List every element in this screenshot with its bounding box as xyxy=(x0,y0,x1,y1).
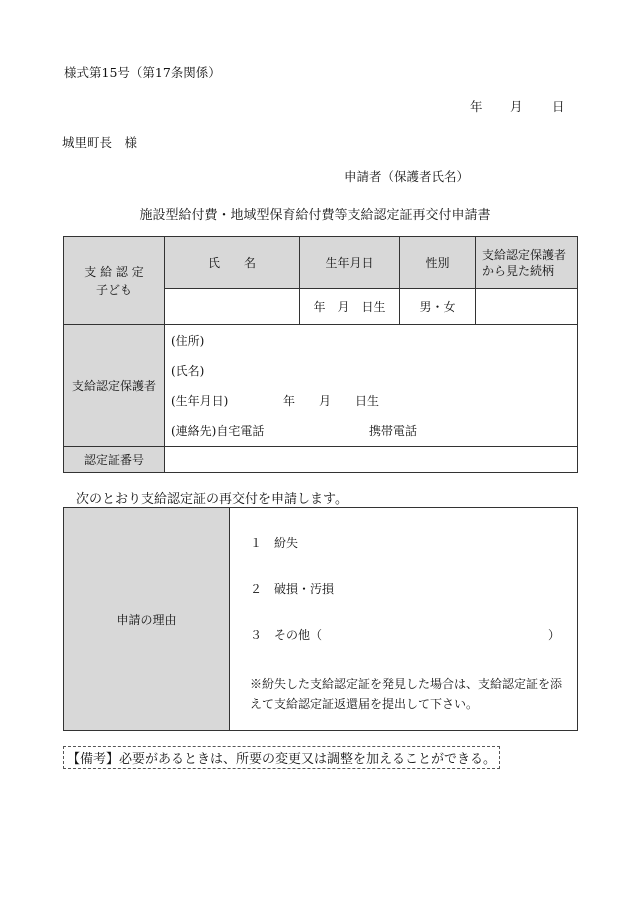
guardian-birth-month: 月 xyxy=(319,394,332,408)
contact-mobile-label: 携帯電話 xyxy=(369,424,418,438)
guardian-name-line[interactable]: (氏名) xyxy=(171,364,205,378)
child-birth-field[interactable]: 年 月 日生 xyxy=(300,289,400,325)
guardian-address-line[interactable]: (住所) xyxy=(171,334,205,348)
addressee: 城里町長 様 xyxy=(62,135,138,150)
reason-options xyxy=(230,508,578,731)
guardian-fields[interactable] xyxy=(165,325,578,447)
guardian-section-label: 支給認定保護者 xyxy=(64,325,165,447)
child-name-field[interactable] xyxy=(165,289,300,325)
application-statement: 次のとおり支給認定証の再交付を申請します。 xyxy=(76,492,348,507)
guardian-birth-line[interactable] xyxy=(165,386,577,416)
reason-label: 申請の理由 xyxy=(64,508,230,731)
date-day: 日 xyxy=(552,99,565,114)
remark-box: 【備考】必要があるときは、所要の変更又は調整を加えることができる。 xyxy=(63,746,500,769)
guardian-contact-line[interactable] xyxy=(165,416,577,446)
guardian-birth-label: (生年月日) xyxy=(171,394,229,408)
child-guardian-table xyxy=(63,236,578,473)
col-relation-header: 支給認定保護者から見た続柄 xyxy=(476,237,578,289)
guardian-birth-day: 日生 xyxy=(355,394,380,408)
guardian-birth-year: 年 xyxy=(283,394,296,408)
form-number: 様式第15号（第17条関係） xyxy=(64,65,221,80)
reason-table xyxy=(63,507,578,731)
reason-lost[interactable]: １ 紛失 xyxy=(250,536,299,550)
child-relation-field[interactable] xyxy=(476,289,578,325)
certificate-number-label: 認定証番号 xyxy=(64,447,165,473)
reason-other[interactable]: ３ その他（ xyxy=(250,628,323,642)
child-section-label: 支 給 認 定 子ども xyxy=(64,237,165,325)
col-gender-header: 性別 xyxy=(400,237,476,289)
child-gender-field[interactable]: 男・女 xyxy=(400,289,476,325)
reason-note: ※紛失した支給認定証を発見した場合は、支給認定証を添えて支給認定証返還届を提出して下さい。 xyxy=(250,677,563,711)
date-month: 月 xyxy=(510,99,523,114)
date-year: 年 xyxy=(470,99,483,114)
certificate-number-field[interactable] xyxy=(165,447,578,473)
applicant-label: 申請者（保護者氏名） xyxy=(344,169,470,184)
document-title: 施設型給付費・地域型保育給付費等支給認定証再交付申請書 xyxy=(139,208,491,223)
col-birth-header: 生年月日 xyxy=(300,237,400,289)
reason-damaged[interactable]: ２ 破損・汚損 xyxy=(250,582,335,596)
reason-other-close: ） xyxy=(548,628,561,642)
contact-home-label: (連絡先)自宅電話 xyxy=(171,424,265,438)
col-name-header: 氏 名 xyxy=(165,237,300,289)
